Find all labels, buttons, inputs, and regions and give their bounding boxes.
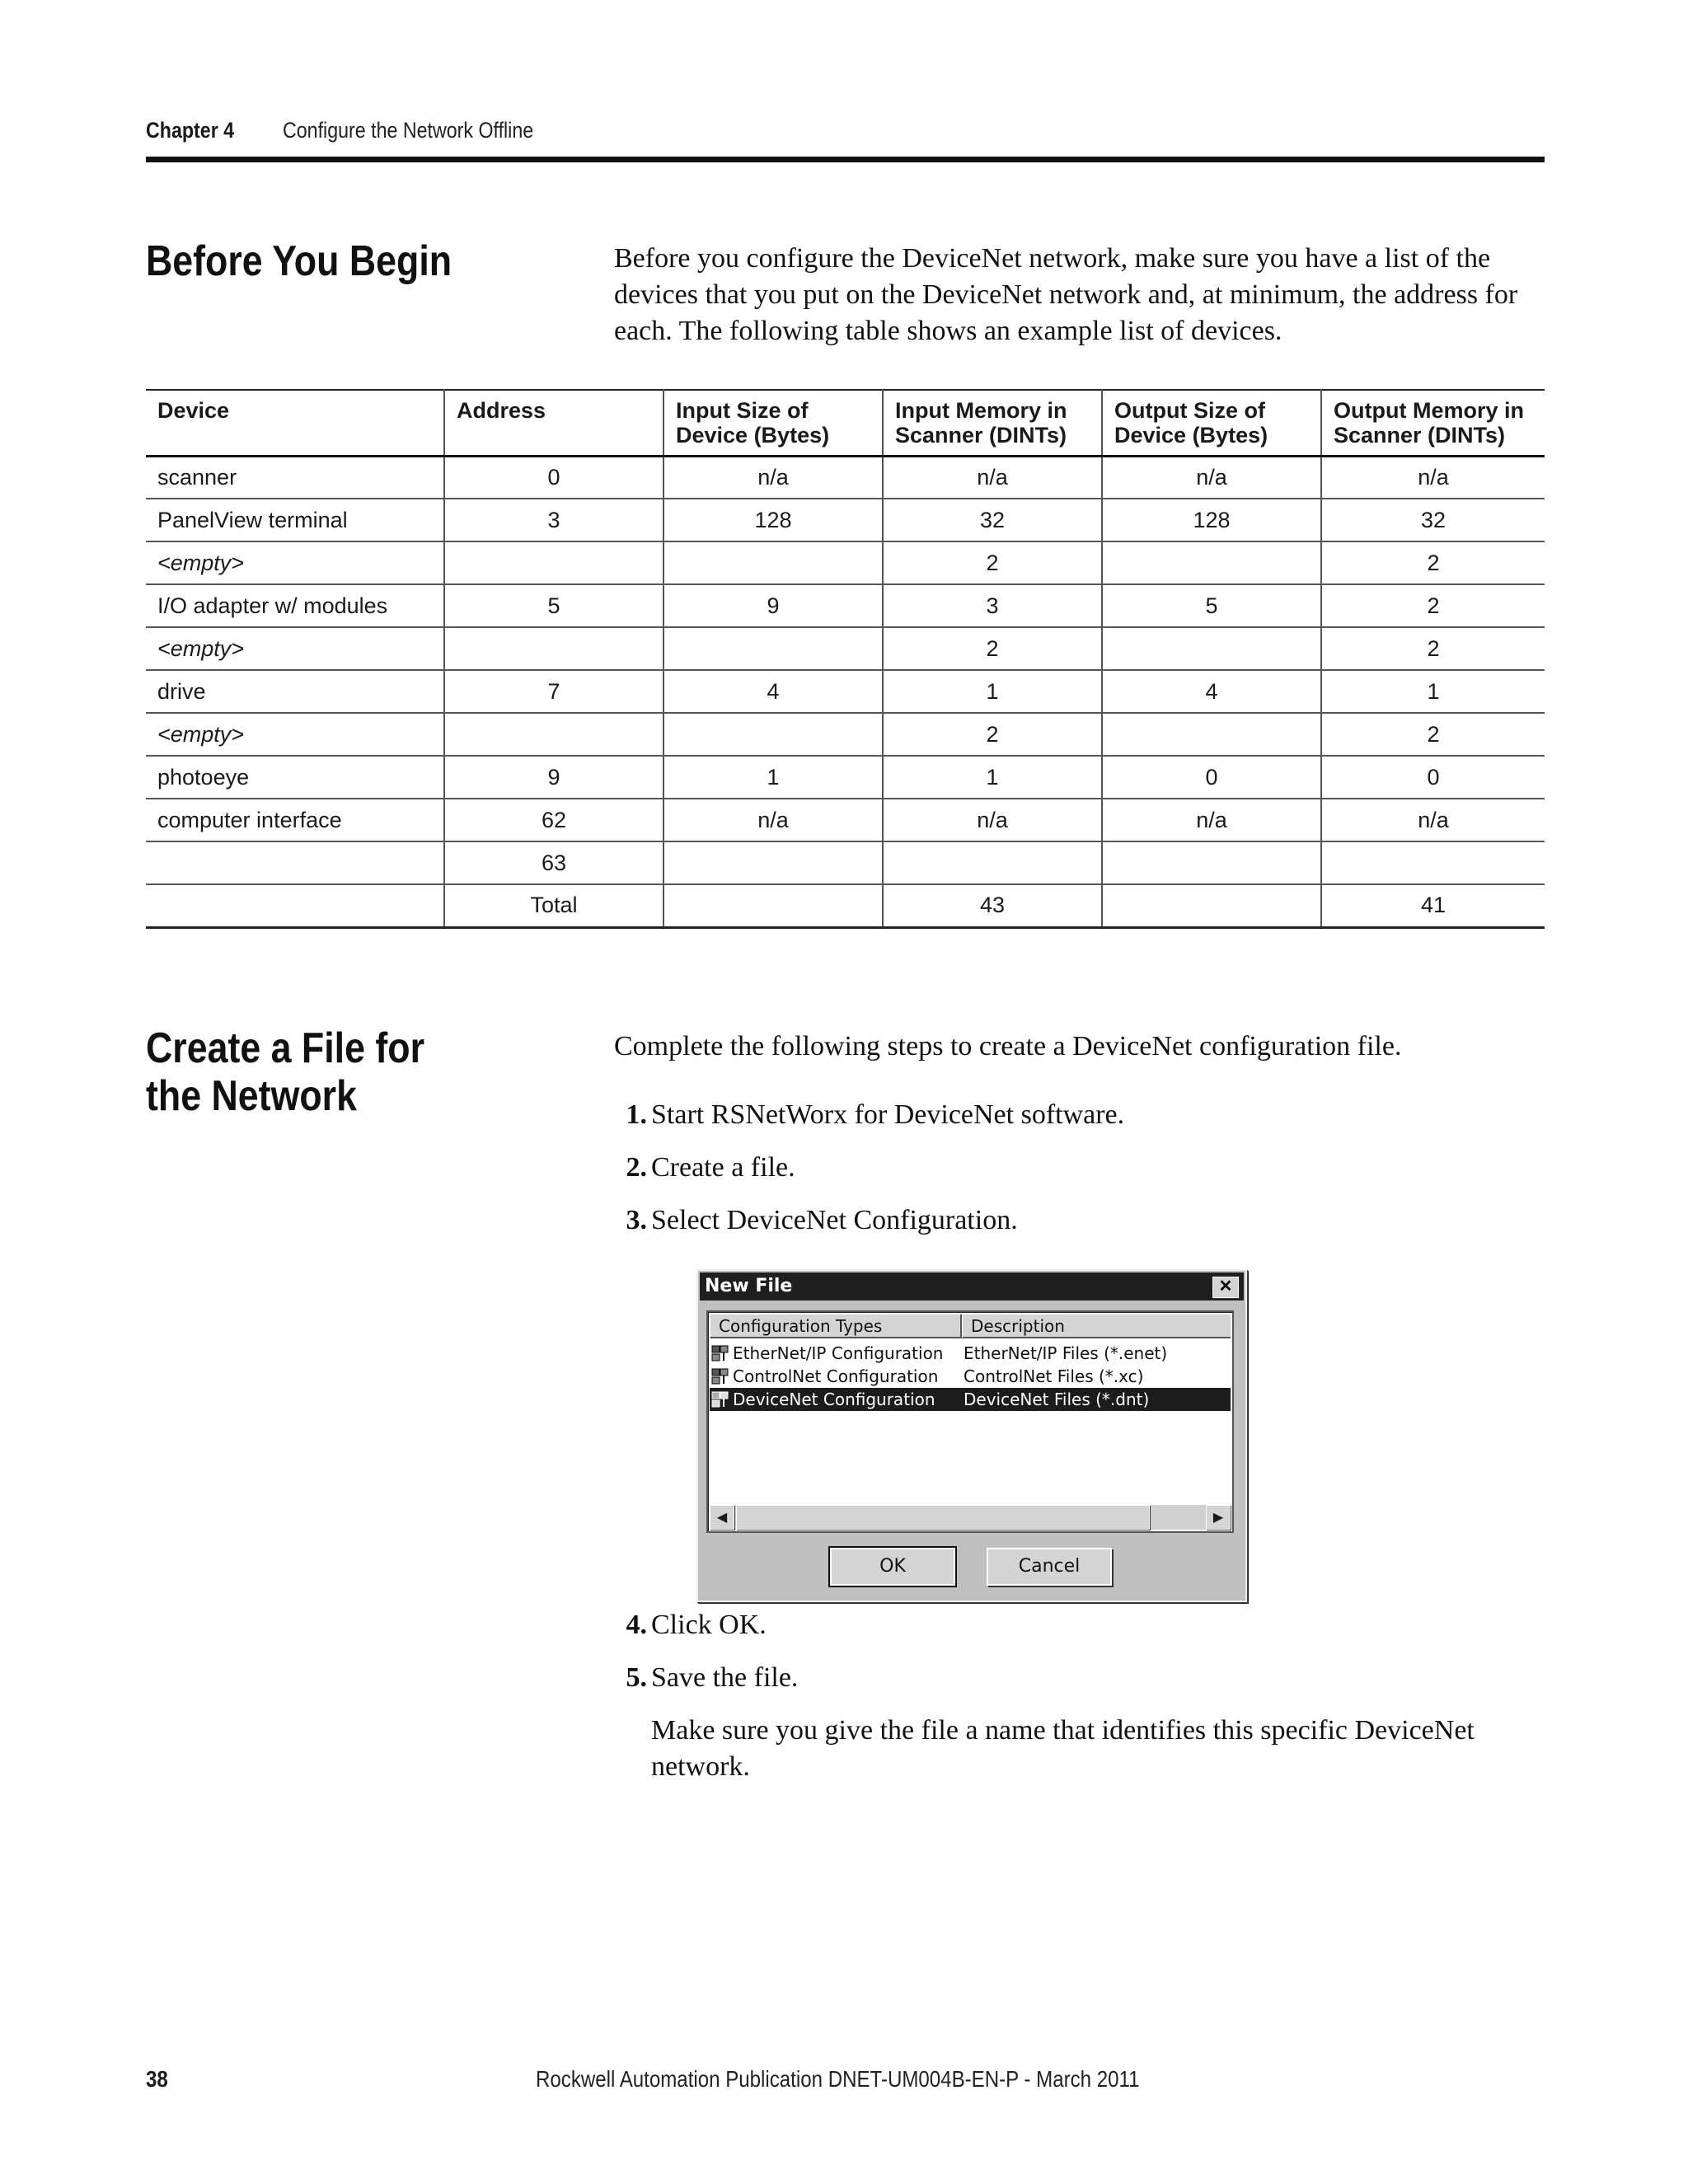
cell-input-size: n/a	[663, 799, 883, 841]
dialog-titlebar	[700, 1272, 1244, 1301]
cell-device: scanner	[146, 456, 444, 499]
device-table	[146, 389, 1545, 929]
cell-address: 63	[444, 841, 663, 884]
step-item	[626, 1660, 799, 1696]
note-line: Make sure you give the file a name that identifies this specific DeviceNet	[651, 1715, 1475, 1746]
table-row	[146, 584, 1545, 627]
step-number: 3.	[626, 1205, 647, 1235]
intro-line: Before you configure the DeviceNet network, make sure you have a list of the	[614, 243, 1491, 274]
cell-output-size	[1102, 713, 1321, 756]
intro-line: devices that you put on the DeviceNet network and, at minimum, the address for	[614, 279, 1518, 310]
cell-input-size: 9	[663, 584, 883, 627]
column-header-configuration-types[interactable]: Configuration Types	[710, 1314, 962, 1338]
item-type: EtherNet/IP Configuration	[733, 1343, 944, 1363]
scroll-left-icon[interactable]: ◀	[710, 1505, 734, 1530]
ok-button[interactable]: OK	[830, 1548, 955, 1586]
column-header-input-size: Input Size of Device (Bytes)	[663, 390, 883, 456]
page-number: 38	[146, 2066, 168, 2092]
cell-address	[444, 541, 663, 584]
list-item-devicenet[interactable]	[710, 1388, 1231, 1411]
list-item-ethernet[interactable]	[710, 1342, 1231, 1365]
item-description: DeviceNet Files (*.dnt)	[964, 1390, 1150, 1409]
heading-line: the Network	[146, 1072, 357, 1120]
cell-total-label: Total	[444, 884, 663, 927]
cell-output-memory: 2	[1321, 713, 1545, 756]
heading-line: Create a File for	[146, 1024, 425, 1072]
item-type: DeviceNet Configuration	[733, 1390, 935, 1409]
section-heading-create-file	[146, 1024, 424, 1120]
cell-input-memory: 1	[883, 670, 1102, 713]
intro-line: each. The following table shows an example list of devices.	[614, 316, 1282, 346]
step-text: Start RSNetWorx for DeviceNet software.	[651, 1099, 1125, 1130]
cell-address: 62	[444, 799, 663, 841]
cell-input-size: 1	[663, 756, 883, 799]
cell-output-memory-total: 41	[1321, 884, 1545, 927]
column-header-input-memory: Input Memory in Scanner (DINTs)	[883, 390, 1102, 456]
cell-input-memory	[883, 841, 1102, 884]
cell-address	[444, 627, 663, 670]
cell-output-size	[1102, 884, 1321, 927]
column-header-description[interactable]: Description	[962, 1314, 1231, 1338]
close-icon[interactable]: ✕	[1212, 1277, 1239, 1298]
cell-device	[146, 884, 444, 927]
cancel-button[interactable]: Cancel	[987, 1548, 1112, 1586]
note-line: network.	[651, 1751, 750, 1782]
step-note	[651, 1713, 1475, 1785]
table-row	[146, 456, 1545, 499]
step-item	[626, 1607, 767, 1643]
cell-output-memory: 2	[1321, 541, 1545, 584]
cell-input-memory: 2	[883, 541, 1102, 584]
cell-device: computer interface	[146, 799, 444, 841]
cell-address: 0	[444, 456, 663, 499]
configuration-types-list[interactable]	[706, 1310, 1234, 1533]
cell-device: I/O adapter w/ modules	[146, 584, 444, 627]
cell-device: drive	[146, 670, 444, 713]
cell-input-memory: 2	[883, 713, 1102, 756]
chapter-label: Chapter 4	[146, 118, 235, 143]
cell-input-size	[663, 541, 883, 584]
column-header-address: Address	[444, 390, 663, 456]
cell-input-size	[663, 841, 883, 884]
cell-output-memory: n/a	[1321, 456, 1545, 499]
step-item	[626, 1202, 1018, 1239]
cell-output-size	[1102, 541, 1321, 584]
cell-input-size	[663, 884, 883, 927]
cell-device	[146, 841, 444, 884]
cell-input-memory: n/a	[883, 799, 1102, 841]
table-row	[146, 627, 1545, 670]
intro-paragraph	[614, 241, 1517, 349]
item-type: ControlNet Configuration	[733, 1366, 939, 1386]
cell-output-memory: 2	[1321, 584, 1545, 627]
new-file-dialog	[696, 1269, 1247, 1602]
cell-output-size: 128	[1102, 499, 1321, 541]
step-text: Select DeviceNet Configuration.	[651, 1205, 1018, 1235]
item-description: EtherNet/IP Files (*.enet)	[964, 1343, 1168, 1363]
cell-output-memory: 2	[1321, 627, 1545, 670]
cell-address: 5	[444, 584, 663, 627]
cell-address: 3	[444, 499, 663, 541]
cell-device: <empty>	[146, 713, 444, 756]
cell-output-size: n/a	[1102, 799, 1321, 841]
cell-output-memory: 32	[1321, 499, 1545, 541]
cell-device: <empty>	[146, 627, 444, 670]
publication-info: Rockwell Automation Publication DNET-UM004B-EN-P - March 2011	[536, 2066, 1140, 2092]
cell-input-memory: 3	[883, 584, 1102, 627]
cell-input-size	[663, 627, 883, 670]
cell-device: PanelView terminal	[146, 499, 444, 541]
step-number: 4.	[626, 1610, 647, 1640]
column-header-device: Device	[157, 398, 230, 423]
cell-output-size	[1102, 627, 1321, 670]
cell-input-size: 128	[663, 499, 883, 541]
table-header-row	[146, 390, 1545, 456]
horizontal-scrollbar[interactable]	[710, 1505, 1231, 1530]
network-config-icon	[711, 1344, 729, 1362]
scroll-thumb[interactable]	[736, 1505, 1150, 1530]
step-text: Create a file.	[651, 1152, 795, 1183]
cell-output-memory: 1	[1321, 670, 1545, 713]
table-row	[146, 756, 1545, 799]
cell-address	[444, 713, 663, 756]
cell-device: photoeye	[146, 756, 444, 799]
cell-address: 7	[444, 670, 663, 713]
cell-input-memory: 2	[883, 627, 1102, 670]
step-item	[626, 1097, 1125, 1133]
scroll-right-icon[interactable]: ▶	[1206, 1505, 1231, 1530]
cell-input-size	[663, 713, 883, 756]
column-header-output-size: Output Size of Device (Bytes)	[1102, 390, 1321, 456]
header-rule	[146, 157, 1545, 162]
cell-input-memory: 32	[883, 499, 1102, 541]
cell-output-size: n/a	[1102, 456, 1321, 499]
step-number: 5.	[626, 1662, 647, 1693]
cell-input-memory-total: 43	[883, 884, 1102, 927]
table-row	[146, 541, 1545, 584]
table-row	[146, 499, 1545, 541]
step-text: Click OK.	[651, 1610, 767, 1640]
step-number: 1.	[626, 1099, 647, 1130]
cell-output-memory: n/a	[1321, 799, 1545, 841]
item-description: ControlNet Files (*.xc)	[964, 1366, 1144, 1386]
table-total-row	[146, 884, 1545, 927]
cell-output-size	[1102, 841, 1321, 884]
cell-input-memory: n/a	[883, 456, 1102, 499]
cell-input-size: n/a	[663, 456, 883, 499]
table-row	[146, 799, 1545, 841]
table-row	[146, 841, 1545, 884]
cell-output-memory: 0	[1321, 756, 1545, 799]
table-row	[146, 670, 1545, 713]
dialog-title: New File	[705, 1276, 793, 1296]
step-number: 2.	[626, 1152, 647, 1183]
step-text: Save the file.	[651, 1662, 799, 1693]
network-config-icon	[711, 1367, 729, 1385]
list-item-controlnet[interactable]	[710, 1365, 1231, 1388]
cell-device: <empty>	[146, 541, 444, 584]
column-header-output-memory: Output Memory in Scanner (DINTs)	[1321, 390, 1545, 456]
table-row	[146, 713, 1545, 756]
chapter-title: Configure the Network Offline	[283, 118, 534, 143]
network-config-icon	[711, 1390, 729, 1408]
cell-output-size: 5	[1102, 584, 1321, 627]
cell-output-memory	[1321, 841, 1545, 884]
cell-input-memory: 1	[883, 756, 1102, 799]
create-file-intro: Complete the following steps to create a DeviceNet configuration file.	[614, 1031, 1402, 1062]
cell-address: 9	[444, 756, 663, 799]
cell-input-size: 4	[663, 670, 883, 713]
step-item	[626, 1150, 795, 1186]
cell-output-size: 0	[1102, 756, 1321, 799]
section-heading-before-you-begin: Before You Begin	[146, 237, 452, 285]
cell-output-size: 4	[1102, 670, 1321, 713]
